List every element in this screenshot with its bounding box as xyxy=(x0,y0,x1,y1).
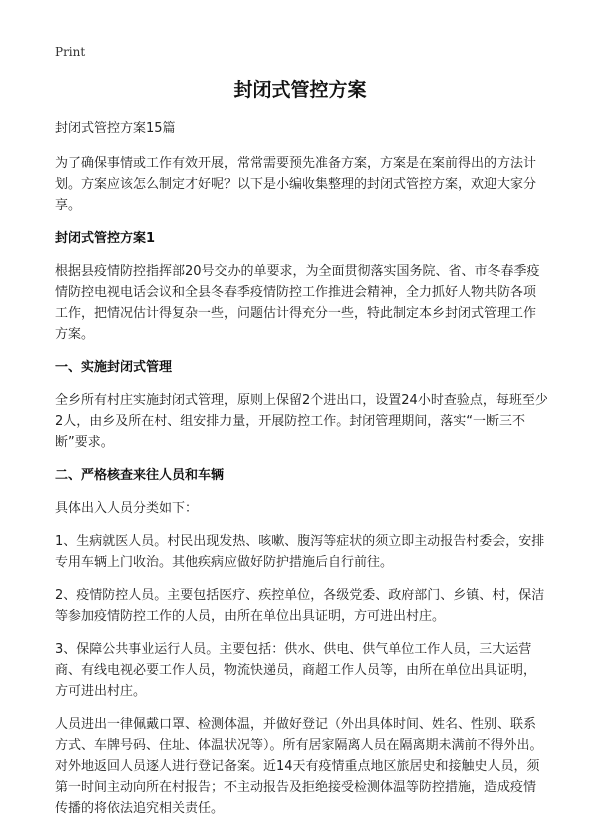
list-item: 3、保障公共事业运行人员。主要包括：供水、供电、供气单位工作人员，三大运营商、有线电视必要工作人员，物流快递员，商超工作人员等，由所在单位出具证明，方可进出村庄。 xyxy=(55,642,537,699)
section-heading: 封闭式管控方案1 xyxy=(55,231,156,246)
subheading-two: 二、严格核查来往人员和车辆 xyxy=(55,468,225,483)
subheading-one-paragraph: 全乡所有村庄实施封闭式管理，原则上保留2个进出口，设置24小时查验点，每班至少2人，由乡及所在村、组安排力量，开展防控工作。封闭管理期间，落实“一断三不断”要求。 xyxy=(55,393,548,450)
subheading-two-intro: 具体出入人员分类如下： xyxy=(55,501,199,516)
page-title: 封闭式管控方案 xyxy=(233,79,367,101)
list-item: 1、生病就医人员。村民出现发热、咳嗽、腹泻等症状的须立即主动报告村委会，安排专用车辆上门收治。其他疾病应做好防护措施后自行前往。 xyxy=(55,534,545,570)
subheading-one: 一、实施封闭式管理 xyxy=(55,360,173,375)
document-subtitle: 封闭式管控方案15篇 xyxy=(55,121,176,136)
section-paragraph: 根据县疫情防控指挥部20号交办的单要求，为全面贯彻落实国务院、省、市冬春季疫情防控电视电话会议和全县冬春季疫情防控工作推进会精神，全力抓好人物共防各项工作，把情况估计得复杂一些，问题估计得充分一些，特此制定本乡封闭式管理工作方案。 xyxy=(55,264,540,342)
print-link[interactable]: Print xyxy=(55,45,86,59)
document-body xyxy=(55,118,548,831)
list-item: 2、疫情防控人员。主要包括医疗、疾控单位，各级党委、政府部门、乡镇、村，保洁等参加疫情防控工作的人员，由所在单位出具证明，方可进出村庄。 xyxy=(55,588,545,624)
closing-paragraph: 人员进出一律佩戴口罩、检测体温，并做好登记（外出具体时间、姓名、性别、联系方式、车牌号码、住址、体温状况等）。所有居家隔离人员在隔离期未满前不得外出。对外地返回人员逐人进行登记备案。近14天有疫情重点地区旅居史和接触史人员，须第一时间主动向所在村报告；不主动报告及拒绝接受检测体温等防控措施，造成疫情传播的将依法追究相关责任。 xyxy=(55,717,543,816)
intro-paragraph: 为了确保事情或工作有效开展，常常需要预先准备方案，方案是在案前得出的方法计划。方案应该怎么制定才好呢？以下是小编收集整理的封闭式管控方案，欢迎大家分享。 xyxy=(55,156,537,213)
